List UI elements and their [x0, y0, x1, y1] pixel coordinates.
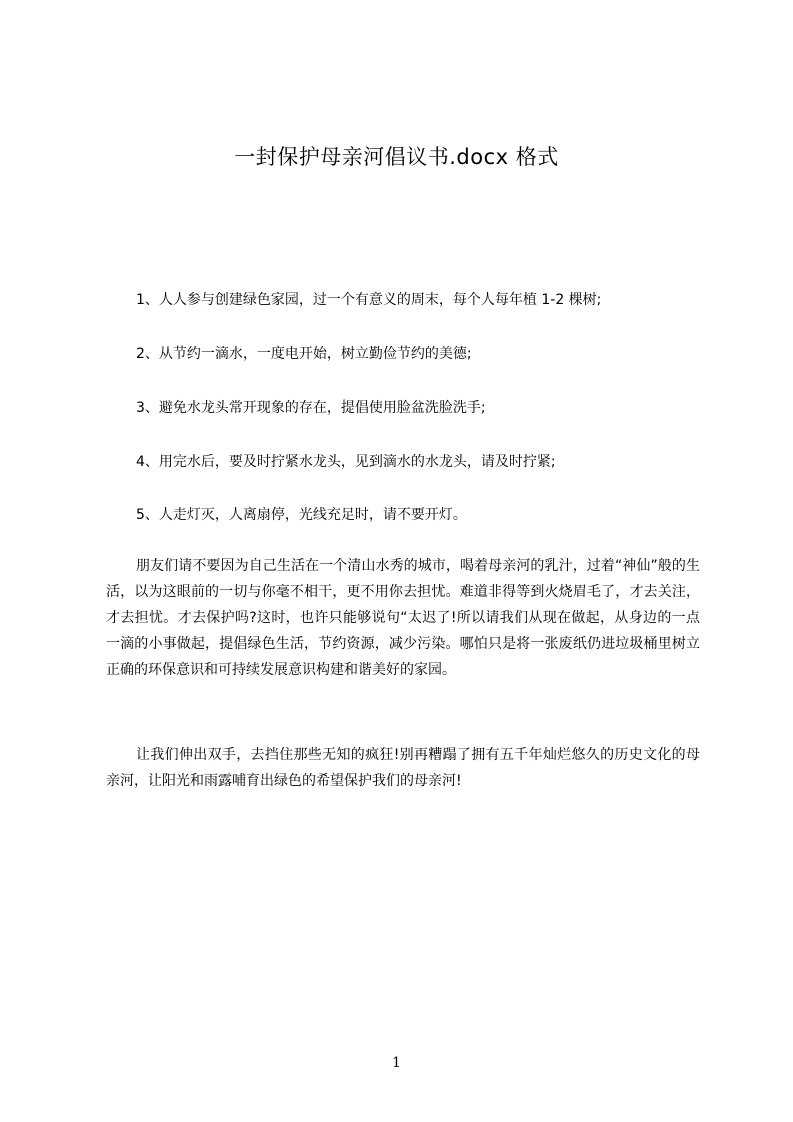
- body-paragraph: 让我们伸出双手，去挡住那些无知的疯狂!别再糟蹋了拥有五千年灿烂悠久的历史文化的母亲河，让阳光和雨露哺育出绿色的希望保护我们的母亲河!: [106, 747, 700, 789]
- list-item: 2、从节约一滴水，一度电开始，树立勤俭节约的美德;: [136, 346, 472, 362]
- list-item: 4、用完水后，要及时拧紧水龙头，见到滴水的水龙头，请及时拧紧;: [136, 454, 556, 470]
- list-item: 1、人人参与创建绿色家园，过一个有意义的周末，每个人每年植 1-2 棵树;: [136, 292, 602, 308]
- page-title: 一封保护母亲河倡议书.docx 格式: [234, 145, 559, 169]
- page-number: 1: [392, 1055, 401, 1071]
- list-item: 5、人走灯灭，人离扇停，光线充足时，请不要开灯。: [136, 507, 467, 523]
- body-paragraph: 朋友们请不要因为自己生活在一个清山水秀的城市，喝着母亲河的乳汁，过着“神仙”般的生活，以为这眼前的一切与你毫不相干，更不用你去担忧。难道非得等到火烧眉毛了，才去关注，才去担忧。才去保护吗?这时，也许只能够说句“太迟了!所以请我们从现在做起，从身边的一点一滴的小事做起，提倡绿色生活，节约资源，减少污染。哪怕只是将一张废纸仍进垃圾桶里树立正确的环保意识和可持续发展意识构建和谐美好的家园。: [106, 558, 700, 678]
- list-item: 3、避免水龙头常开现象的存在，提倡使用脸盆洗脸洗手;: [136, 400, 486, 416]
